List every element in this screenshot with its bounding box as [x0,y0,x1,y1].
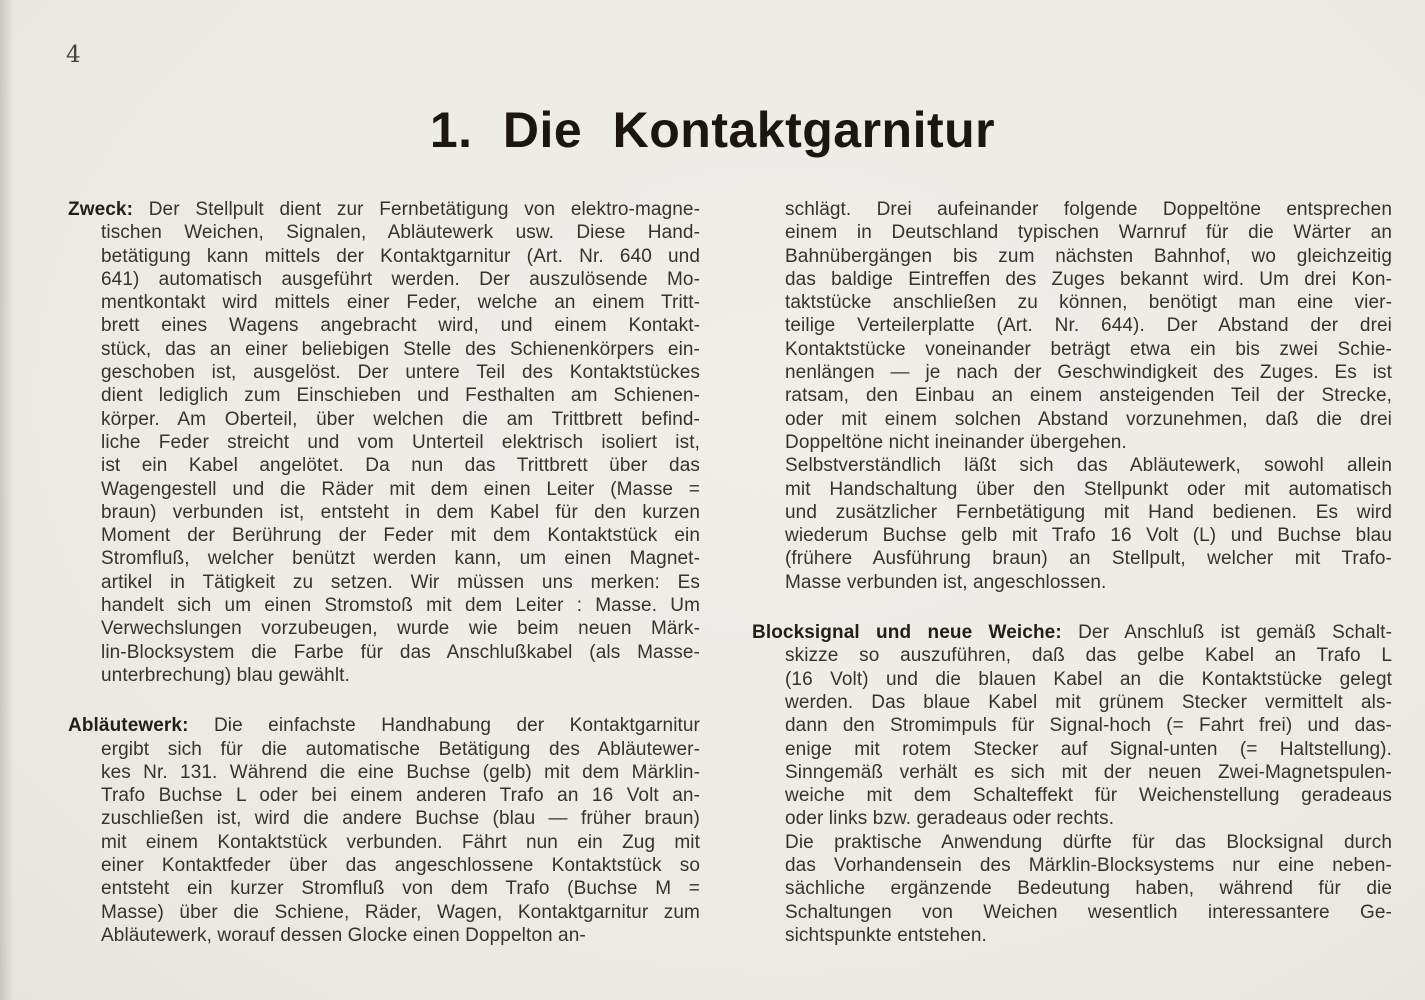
text-line: Abläutewerk, worauf dessen Glocke einen Doppelton an- [101,924,586,946]
text-line: werden. Das blaue Kabel mit grünem Stecker vermittelt als- [785,691,1392,713]
text-line: Abläutewerk: Die einfachste Handhabung der Kontaktgarnitur [68,715,700,737]
text-line: dient lediglich zum Einschieben und Festhalten am Schienen- [101,385,700,407]
text-line: enige mit rotem Stecker auf Signal-unten (= Haltstellung). [785,738,1392,760]
page-number: 4 [66,42,81,68]
text-line: schlägt. Drei aufeinander folgende Doppeltöne entsprechen [785,199,1392,220]
text-line: Wagengestell und die Räder mit dem einen Leiter (Masse = [101,478,700,500]
paragraph [752,198,1392,454]
paragraph-label: Blocksignal und neue Weiche: [752,622,1062,644]
text-columns [68,198,1392,947]
text-line: taktstücke anschließen zu können, benötigt man eine vier- [785,292,1392,314]
text-line: betätigung kann mittels der Kontaktgarnitur (Art. Nr. 640 und [101,245,700,267]
text-line: sichtspunkte entstehen. [785,924,987,946]
text-line: sächliche ergänzende Bedeutung haben, während für die [785,878,1392,900]
text-line: mit einem Kontaktstück verbunden. Fährt nun ein Zug mit [101,831,700,853]
paragraph [68,198,700,687]
text-line: dann den Stromimpuls für Signal-hoch (= Fahrt frei) und das- [785,715,1392,737]
left-column [68,198,700,947]
text-line: weiche mit dem Schalteffekt für Weichenstellung geradeaus [785,785,1392,807]
text-line: liche Feder streicht und vom Unterteil elektrisch isoliert ist, [101,431,700,453]
text-line: Sinngemäß verhält es sich mit der neuen Zwei-Magnetspulen- [785,761,1392,783]
paragraph [68,714,700,947]
text-line: das baldige Eintreffen des Zuges bekannt wird. Um drei Kon- [785,268,1392,290]
text-line: und zusätzlicher Fernbetätigung mit Hand bedienen. Es wird [785,501,1392,523]
text-line: stück, das an einer beliebigen Stelle des Schienenkörpers ein- [101,338,700,360]
paragraph [752,621,1392,831]
text-line: Stromfluß, welcher benützt werden kann, um einen Magnet- [101,548,700,570]
paragraph-label: Zweck: [68,199,134,220]
text-line: Zweck: Der Stellpult dient zur Fernbetätigung von elektro-magne- [68,199,700,220]
text-line: ratsam, den Einbau an einem ansteigenden Teil der Strecke, [785,385,1392,407]
text-line: artikel in Tätigkeit zu setzen. Wir müssen uns merken: Es [101,571,700,593]
text-line: tischen Weichen, Signalen, Abläutewerk usw. Diese Hand- [101,222,700,244]
text-line: Bahnübergängen bis zum nächsten Bahnhof, wo gleichzeitig [785,245,1392,267]
page-title: 1. Die Kontaktgarnitur [429,102,996,158]
text-line: oder links bzw. geradeaus oder rechts. [785,808,1115,830]
text-line: Masse verbunden ist, angeschlossen. [785,571,1107,593]
text-line: (frühere Ausführung braun) an Stellpult, welcher mit Trafo- [785,548,1392,570]
text-line: mentkontakt wird mittels einer Feder, welche an einem Tritt- [101,292,700,314]
paragraph-label: Abläutewerk: [68,715,189,737]
text-line: (16 Volt) und die blauen Kabel an die Kontaktstücke gelegt [785,668,1392,690]
paragraph [752,454,1392,594]
text-line: unterbrechung) blau gewählt. [101,664,350,686]
text-line: ist ein Kabel angelötet. Da nun das Trittbrett über das [101,455,700,477]
text-line: wiederum Buchse gelb mit Trafo 16 Volt (L) und Buchse blau [785,525,1392,547]
text-line: kes Nr. 131. Während die eine Buchse (gelb) mit dem Märklin- [101,761,700,783]
text-line: lin-Blocksystem die Farbe für das Anschlußkabel (als Masse- [101,641,700,663]
text-line: Verwechslungen vorzubeugen, wurde wie beim neuen Märk- [101,618,700,640]
text-line: Schaltungen von Weichen wesentlich interessantere Ge- [785,901,1392,923]
text-line: Trafo Buchse L oder bei einem anderen Trafo an 16 Volt an- [101,785,700,807]
text-line: oder mit einem solchen Abstand vorzunehmen, daß die drei [785,408,1392,430]
text-line: Kontaktstücke voneinander beträgt etwa ein bis zwei Schie- [785,338,1392,360]
text-line: Die praktische Anwendung dürfte für das Blocksignal durch [785,831,1392,853]
text-line: geschoben ist, ausgelöst. Der untere Teil des Kontaktstückes [101,362,700,384]
text-line: brett eines Wagens angebracht wird, und einem Kontakt- [101,315,700,337]
text-line: teilige Verteilerplatte (Art. Nr. 644). Der Abstand der drei [785,315,1392,337]
text-line: zuschließen ist, wird die andere Buchse (blau — früher braun) [101,808,700,830]
text-line: einem in Deutschland typischen Warnruf für die Wärter an [785,222,1392,244]
text-line: skizze so auszuführen, daß das gelbe Kabel an Trafo L [785,645,1392,667]
text-line: Masse) über die Schiene, Räder, Wagen, Kontaktgarnitur zum [101,901,700,923]
text-line: Selbstverständlich läßt sich das Abläutewerk, sowohl allein [785,455,1392,477]
paragraph [752,831,1392,947]
text-line: mit Handschaltung über den Stellpunkt oder mit automatisch [785,478,1392,500]
text-line: 641) automatisch ausgeführt werden. Der auszulösende Mo- [101,268,700,290]
text-line: Blocksignal und neue Weiche: Der Anschluß ist gemäß Schalt- [752,622,1392,644]
text-line: handelt sich um einen Stromstoß mit dem Leiter : Masse. Um [101,595,700,617]
text-line: braun) verbunden ist, entsteht in dem Kabel für den kurzen [101,501,700,523]
text-line: körper. Am Oberteil, über welchen die am Trittbrett befind- [101,408,700,430]
text-line: entsteht ein kurzer Stromfluß von dem Trafo (Buchse M = [101,878,700,900]
text-line: einer Kontaktfeder über das angeschlossene Kontaktstück so [101,855,700,877]
text-line: ergibt sich für die automatische Betätigung des Abläutewer- [101,738,700,760]
text-line: das Vorhandensein des Märklin-Blocksystems nur eine neben- [785,855,1392,877]
text-line: nenlängen — je nach der Geschwindigkeit des Zuges. Es ist [785,362,1392,384]
right-column [752,198,1392,947]
text-line: Doppeltöne nicht ineinander übergehen. [785,431,1127,453]
text-line: Moment der Berührung der Feder mit dem Kontaktstück ein [101,525,700,547]
